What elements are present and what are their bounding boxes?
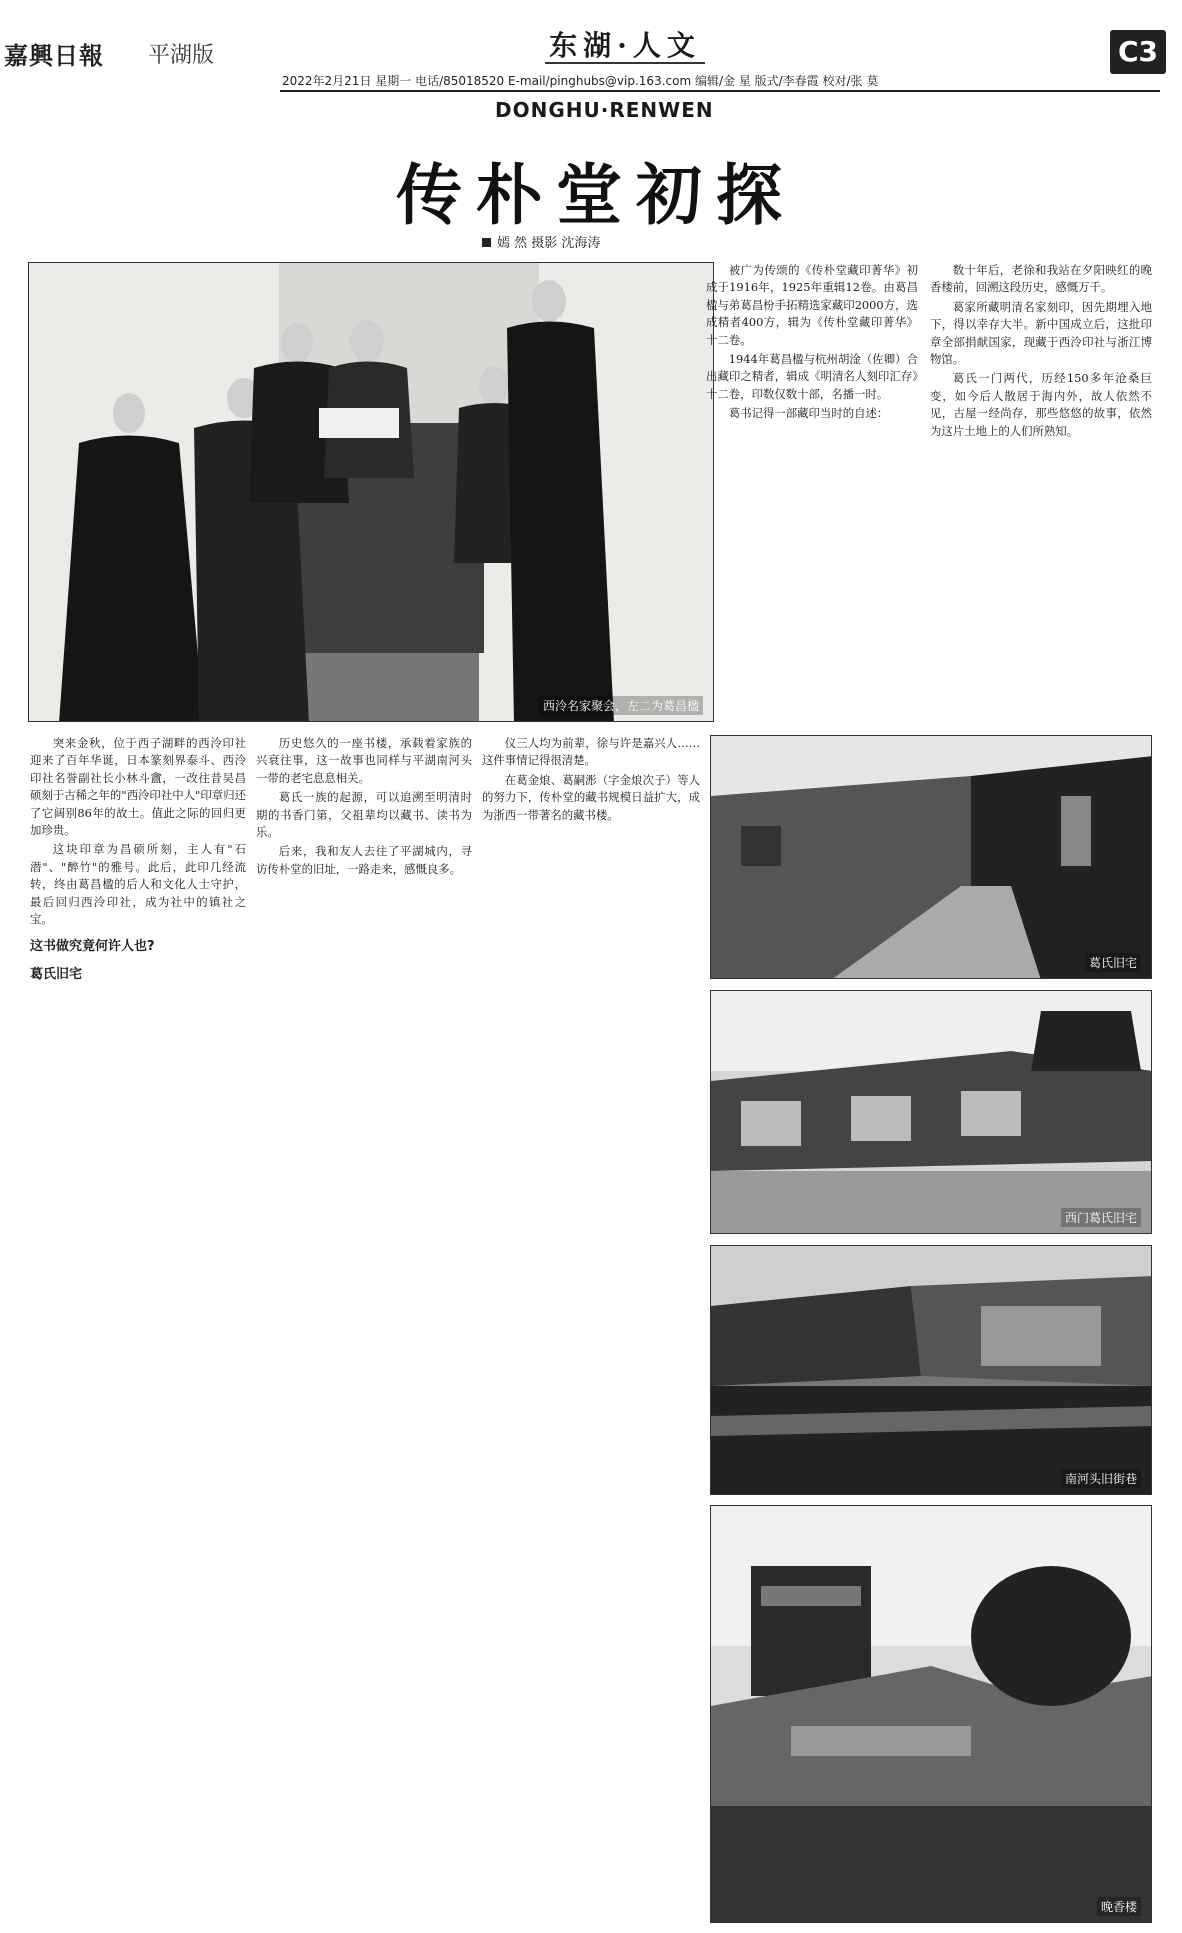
alley-image (711, 736, 1152, 979)
photo-street (710, 1245, 1152, 1495)
text-column-5 (930, 262, 1152, 722)
text-column-4 (706, 262, 918, 722)
masthead: 嘉興日報 (4, 41, 104, 70)
tower-image (711, 1506, 1152, 1923)
paragraph: 后来，我和友人去往了平湖城内，寻访传朴堂的旧址，一路走来，感慨良多。 (256, 844, 472, 876)
paragraph: 历史悠久的一座书楼，承载着家族的兴衰往事，这一故事也同样与平湖南河头一带的老宅息息相关。 (256, 736, 472, 785)
subhead-1: 这书做究竟何许人也? (30, 939, 155, 955)
subhead-2: 葛氏旧宅 (30, 966, 83, 982)
edition-label: 平湖版 (148, 43, 215, 68)
photo-street-caption: 南河头旧街巷 (1061, 1469, 1141, 1488)
article-byline (482, 232, 600, 251)
text-column-1 (30, 735, 246, 1920)
issue-info: 2022年2月21日 星期一 电话/85018520 E-mail/pinghubs@vip.163.com 编辑/金 星 版式/李春霞 校对/张 莫 (282, 74, 879, 88)
photo-tower-caption: 晚香楼 (1097, 1897, 1141, 1916)
main-photo (28, 262, 714, 722)
page-number-badge: C3 (1110, 30, 1166, 74)
byline-marker-icon (482, 238, 491, 247)
paragraph: 葛书记得一部藏印当时的自述： (728, 406, 889, 421)
paragraph: 突来金秋，位于西子湖畔的西泠印社迎来了百年华诞，日本篆刻界泰斗、西泠印社名誉副社长小林斗盦，一改往昔吴昌硕刻于古稀之年的"西泠印社中人"印章归还了它阔别86年的故土。值此之际的回归更加珍贵。 (30, 736, 246, 838)
article-title: 传朴堂初探 (396, 156, 796, 234)
photo-west-gate (710, 990, 1152, 1234)
photo-old-house (710, 735, 1152, 979)
paragraph: 这块印章为昌硕所刻，主人有"石潜"、"醉竹"的雅号。此后，此印几经流转，终由葛昌楹的后人和文化人士守护，最后回归西泠印社，成为社中的镇社之宝。 (30, 842, 246, 927)
section-kicker: DONGHU·RENWEN (495, 98, 714, 122)
photo-old-house-caption: 葛氏旧宅 (1085, 953, 1141, 972)
paragraph: 葛氏一族的起源，可以追溯至明清时期的书香门第，父祖辈均以藏书、读书为乐。 (256, 790, 472, 840)
paragraph: 在葛金烺、葛嗣浵（字金烺次子）等人的努力下，传朴堂的藏书规模日益扩大，成为浙西一带著名的藏书楼。 (482, 772, 700, 822)
old-buildings-image (711, 991, 1152, 1234)
section-title: 东湖·人文 (545, 24, 705, 64)
photo-tower (710, 1505, 1152, 1923)
group-portrait-image (29, 263, 714, 722)
paragraph: 被广为传颂的《传朴堂藏印菁华》初成于1916年，1925年重辑12卷。由葛昌楹与弟葛昌枌手拓精选家藏印2000方，选成精者400方，辑为《传朴堂藏印菁华》十二卷。 (706, 263, 918, 347)
header-divider (280, 90, 1160, 92)
byline-text: 嫣 然 摄影 沈海涛 (497, 236, 601, 251)
paragraph: 1944年葛昌楹与杭州胡淦（佐卿）合出藏印之精者，辑成《明清名人刻印汇存》十二卷，印数仅数十部，名播一时。 (706, 352, 918, 401)
text-column-3 (482, 735, 700, 1920)
photo-west-gate-caption: 西门葛氏旧宅 (1061, 1208, 1141, 1227)
paragraph: 仪三人均为前辈，徐与许是嘉兴人……这件事情记得很清楚。 (482, 736, 700, 768)
canal-street-image (711, 1246, 1152, 1495)
text-column-2 (256, 735, 472, 1920)
paragraph: 数十年后，老徐和我站在夕阳映红的晚香楼前，回溯这段历史，感慨万千。 (930, 263, 1152, 295)
paragraph: 葛家所藏明清名家刻印，因先期埋入地下，得以幸存大半。新中国成立后，这批印章全部捐献国家，现藏于西泠印社与浙江博物馆。 (930, 299, 1152, 367)
main-photo-caption: 西泠名家聚会，左二为葛昌楹 (539, 696, 703, 715)
paragraph: 葛氏一门两代，历经150多年沧桑巨变，如今后人散居于海内外，故人依然不见，古屋一经尚存，那些悠悠的故事，依然为这片土地上的人们所熟知。 (930, 371, 1152, 438)
